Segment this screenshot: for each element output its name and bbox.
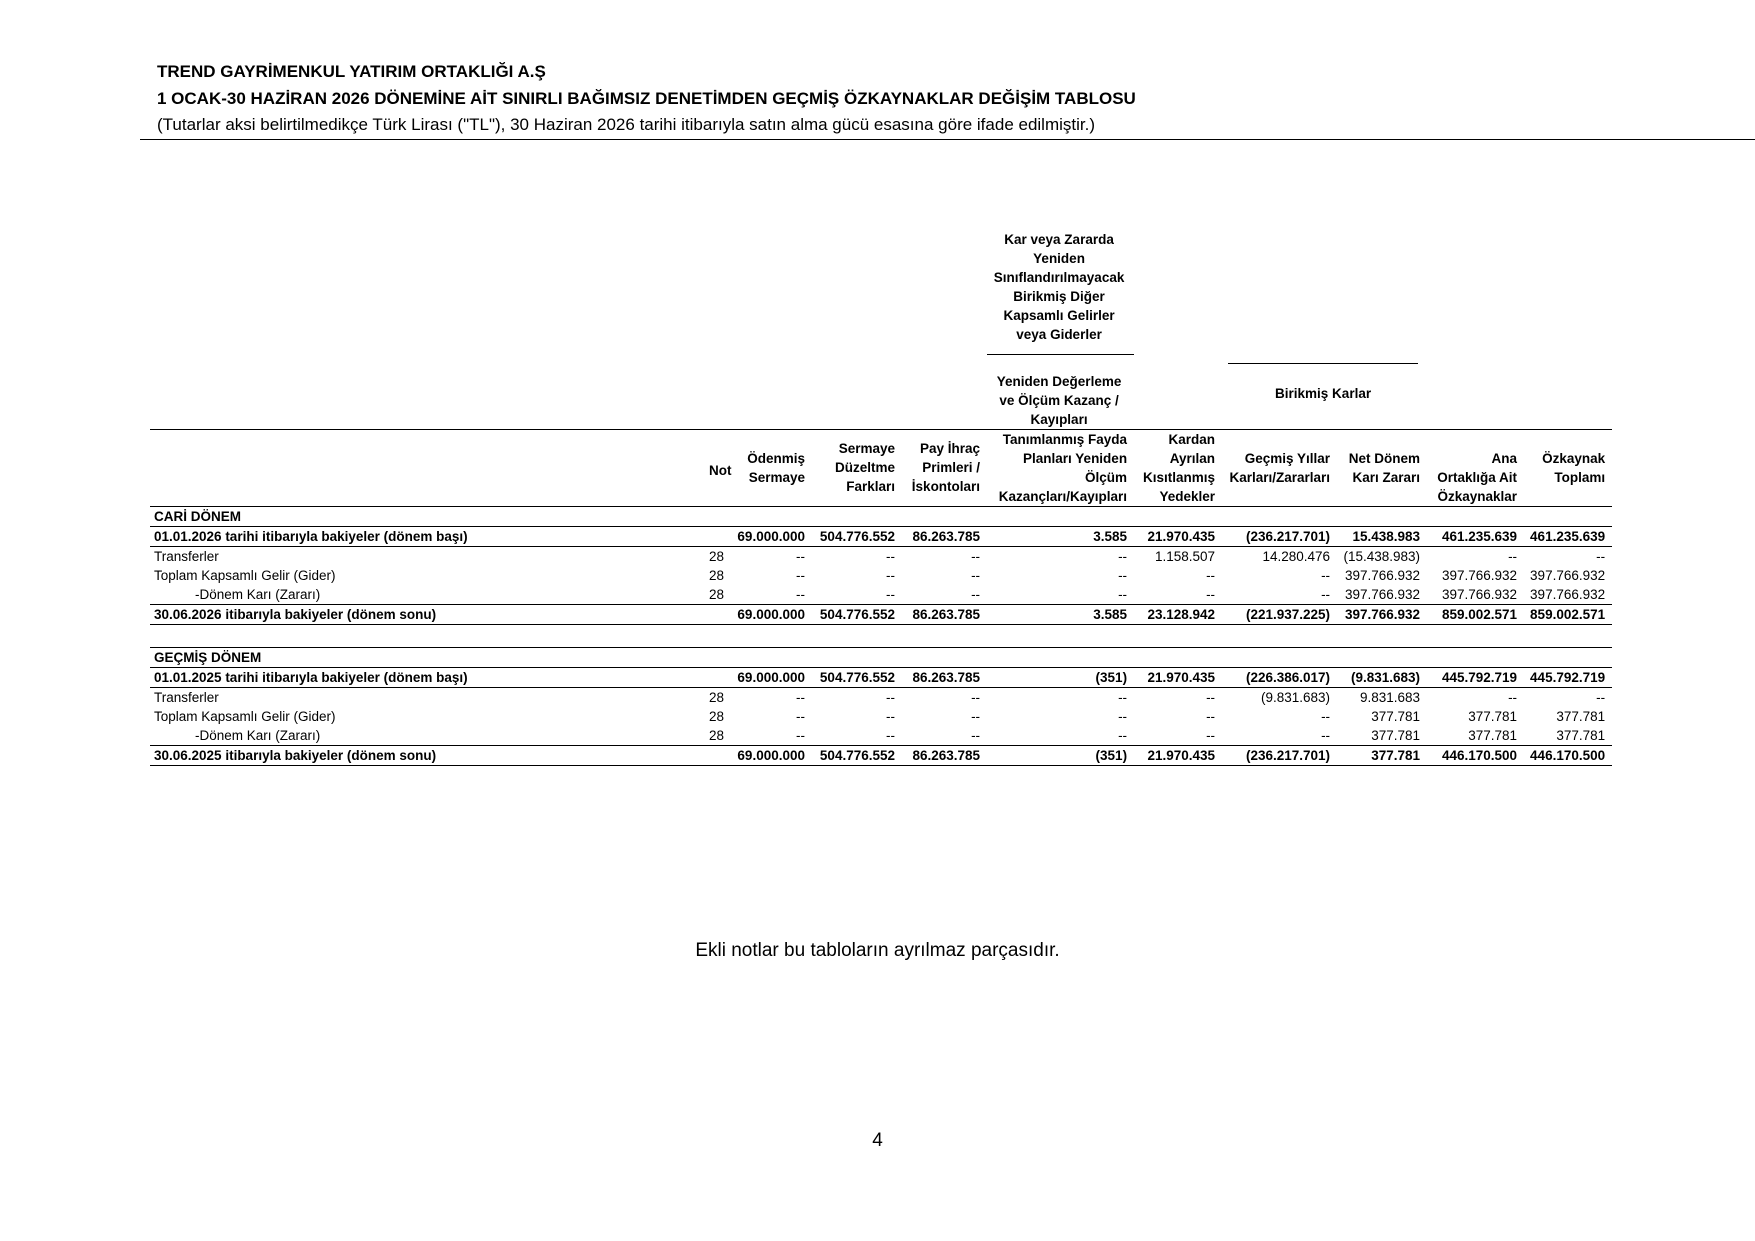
cell: 86.263.785 [902, 746, 987, 766]
cell: 397.766.932 [1337, 605, 1427, 625]
cell: 397.766.932 [1530, 587, 1606, 602]
cell: 23.128.942 [1134, 605, 1222, 625]
cell: -- [796, 549, 805, 564]
cell: 859.002.571 [1427, 605, 1524, 625]
cell: -- [1206, 728, 1216, 743]
cell: -- [971, 690, 981, 705]
cell: 504.776.552 [812, 746, 902, 766]
cell: -- [1118, 568, 1128, 583]
cell: -- [796, 568, 805, 583]
table-row [150, 547, 1612, 567]
cell: 3.585 [987, 527, 1134, 547]
row-label: -Dönem Karı (Zararı) [195, 587, 321, 602]
cell: 86.263.785 [902, 527, 987, 547]
statement-subtitle: (Tutarlar aksi belirtilmedikçe Türk Lirası ("TL"), 30 Haziran 2026 tarihi itibarıyla satın alma gücü esasına göre ifade edilmiştir.) [157, 115, 1096, 134]
cell: -- [886, 709, 895, 724]
statement-title: 1 OCAK-30 HAZİRAN 2026 DÖNEMİNE AİT SINIRLI BAĞIMSIZ DENETİMDEN GEÇMİŞ ÖZKAYNAKLAR DEĞİŞİM TABLOSU [157, 89, 1136, 108]
cell: 3.585 [987, 605, 1134, 625]
col-total-equity: Özkaynak Toplamı [1524, 430, 1612, 507]
cell: -- [1508, 549, 1518, 564]
cell: 397.766.932 [1344, 587, 1421, 602]
section-title-row [150, 507, 1612, 527]
row-note: 28 [709, 690, 725, 705]
table-row [150, 527, 1612, 547]
col-share-premium: Pay İhraç Primleri / İskontoları [902, 430, 987, 507]
cell: (9.831.683) [1261, 690, 1331, 705]
row-note [705, 668, 730, 688]
cell: (9.831.683) [1337, 668, 1427, 688]
row-note: 28 [709, 709, 725, 724]
cell: (351) [987, 746, 1134, 766]
revaluation-group-header: Yeniden Değerleme ve Ölçüm Kazanç / Kayıpları [996, 374, 1122, 427]
cell: 21.970.435 [1134, 527, 1222, 547]
cell: 21.970.435 [1134, 668, 1222, 688]
table-row [150, 585, 1612, 605]
cell: 377.781 [1556, 728, 1606, 743]
table-row [150, 605, 1612, 625]
cell: -- [1596, 549, 1606, 564]
cell: -- [971, 549, 981, 564]
footnote: Ekli notlar bu tabloların ayrılmaz parçasıdır. [695, 940, 1060, 961]
company-name: TREND GAYRİMENKUL YATIRIM ORTAKLIĞI A.Ş [157, 62, 546, 81]
cell: -- [1321, 568, 1331, 583]
cell: 21.970.435 [1134, 746, 1222, 766]
row-label: Toplam Kapsamlı Gelir (Gider) [154, 709, 336, 724]
cell: 86.263.785 [902, 668, 987, 688]
row-label: Transferler [154, 549, 219, 564]
cell: -- [1321, 709, 1331, 724]
col-prior-years: Geçmiş Yıllar Karları/Zararları [1222, 430, 1337, 507]
table-row [150, 566, 1612, 585]
section-title-row [150, 648, 1612, 668]
cell: 446.170.500 [1524, 746, 1612, 766]
cell: -- [1321, 728, 1331, 743]
cell: 377.781 [1371, 709, 1421, 724]
cell: -- [971, 568, 981, 583]
group-header-row-1 [150, 230, 1612, 355]
group-header-row-2 [150, 355, 1612, 430]
cell: -- [1206, 568, 1216, 583]
section-spacer [150, 625, 1612, 648]
cell: 461.235.639 [1427, 527, 1524, 547]
row-label: Transferler [154, 690, 219, 705]
retained-earnings-group [1222, 355, 1427, 430]
col-capital-adjustment: Sermaye Düzeltme Farkları [812, 430, 902, 507]
cell: -- [1118, 690, 1128, 705]
cell: 377.781 [1556, 709, 1606, 724]
cell: 397.766.932 [1530, 568, 1606, 583]
cell: -- [1321, 587, 1331, 602]
equity-changes-table [150, 230, 1605, 766]
cell: 377.781 [1371, 728, 1421, 743]
cell: 1.158.507 [1155, 549, 1216, 564]
cell: 859.002.571 [1524, 605, 1612, 625]
cell: 69.000.000 [730, 668, 812, 688]
cell: -- [1206, 709, 1216, 724]
row-note [705, 605, 730, 625]
row-note: 28 [709, 587, 725, 602]
cell: 86.263.785 [902, 605, 987, 625]
row-note [705, 746, 730, 766]
row-label: -Dönem Karı (Zararı) [195, 728, 321, 743]
cell: 15.438.983 [1337, 527, 1427, 547]
row-note: 28 [709, 568, 725, 583]
header-divider [140, 139, 1755, 140]
cell: -- [1206, 690, 1216, 705]
cell: 446.170.500 [1427, 746, 1524, 766]
retained-earnings-header: Birikmiş Karlar [1275, 385, 1372, 401]
cell: -- [796, 690, 805, 705]
cell: (15.438.983) [1343, 549, 1421, 564]
cell: -- [886, 549, 895, 564]
col-paid-capital: Ödenmiş Sermaye [730, 430, 812, 507]
oci-group-header: Kar veya Zararda Yeniden Sınıflandırılmayacak Birikmiş Diğer Kapsamlı Gelirler veya Giderler [987, 230, 1134, 355]
row-label: 30.06.2026 itibarıyla bakiyeler (dönem sonu) [150, 605, 705, 625]
table-row [150, 746, 1612, 766]
cell: -- [796, 728, 805, 743]
cell: 69.000.000 [730, 527, 812, 547]
cell: (351) [987, 668, 1134, 688]
cell: -- [1118, 728, 1128, 743]
row-note: 28 [709, 549, 725, 564]
cell: -- [1118, 587, 1128, 602]
cell: (236.217.701) [1222, 527, 1337, 547]
col-defined-benefit: Tanımlanmış Fayda Planları Yeniden Ölçüm Kazançları/Kayıpları [987, 430, 1134, 507]
cell: (226.386.017) [1222, 668, 1337, 688]
row-label: 30.06.2025 itibarıyla bakiyeler (dönem sonu) [150, 746, 705, 766]
cell: 69.000.000 [730, 605, 812, 625]
cell: (221.937.225) [1222, 605, 1337, 625]
cell: 461.235.639 [1524, 527, 1612, 547]
row-note [705, 527, 730, 547]
table-row [150, 707, 1612, 726]
col-not: Not [705, 430, 730, 507]
row-note: 28 [709, 728, 725, 743]
cell: -- [971, 709, 981, 724]
table-row [150, 688, 1612, 708]
cell: -- [1206, 587, 1216, 602]
cell: (236.217.701) [1222, 746, 1337, 766]
row-label: 01.01.2026 tarihi itibarıyla bakiyeler (dönem başı) [150, 527, 705, 547]
cell: 445.792.719 [1427, 668, 1524, 688]
col-parent-equity: Ana Ortaklığa Ait Özkaynaklar [1427, 430, 1524, 507]
col-net-profit: Net Dönem Karı Zararı [1337, 430, 1427, 507]
cell: 9.831.683 [1360, 690, 1421, 705]
cell: 504.776.552 [812, 605, 902, 625]
cell: -- [1508, 690, 1518, 705]
cell: 504.776.552 [812, 668, 902, 688]
cell: 69.000.000 [730, 746, 812, 766]
cell: 445.792.719 [1524, 668, 1612, 688]
cell: -- [796, 709, 805, 724]
cell: -- [971, 728, 981, 743]
cell: 397.766.932 [1344, 568, 1421, 583]
cell: 504.776.552 [812, 527, 902, 547]
cell: -- [886, 587, 895, 602]
cell: 397.766.932 [1441, 587, 1518, 602]
cell: 14.280.476 [1262, 549, 1331, 564]
cell: -- [1596, 690, 1606, 705]
table-row [150, 726, 1612, 746]
cell: -- [1118, 709, 1128, 724]
cell: -- [796, 587, 805, 602]
cell: -- [886, 728, 895, 743]
cell: -- [971, 587, 981, 602]
row-label: Toplam Kapsamlı Gelir (Gider) [154, 568, 336, 583]
column-header-row [150, 430, 1612, 507]
cell: -- [886, 568, 895, 583]
row-label: 01.01.2025 tarihi itibarıyla bakiyeler (dönem başı) [150, 668, 705, 688]
cell: 397.766.932 [1441, 568, 1518, 583]
section-title: CARİ DÖNEM [154, 509, 241, 524]
section-title: GEÇMİŞ DÖNEM [150, 648, 1612, 668]
cell: -- [1118, 549, 1128, 564]
page-number: 4 [872, 1130, 883, 1151]
cell: 377.781 [1468, 728, 1518, 743]
cell: 377.781 [1468, 709, 1518, 724]
col-restricted-reserves: Kardan Ayrılan Kısıtlanmış Yedekler [1134, 430, 1222, 507]
cell: 377.781 [1337, 746, 1427, 766]
table-row [150, 668, 1612, 688]
cell: -- [886, 690, 895, 705]
